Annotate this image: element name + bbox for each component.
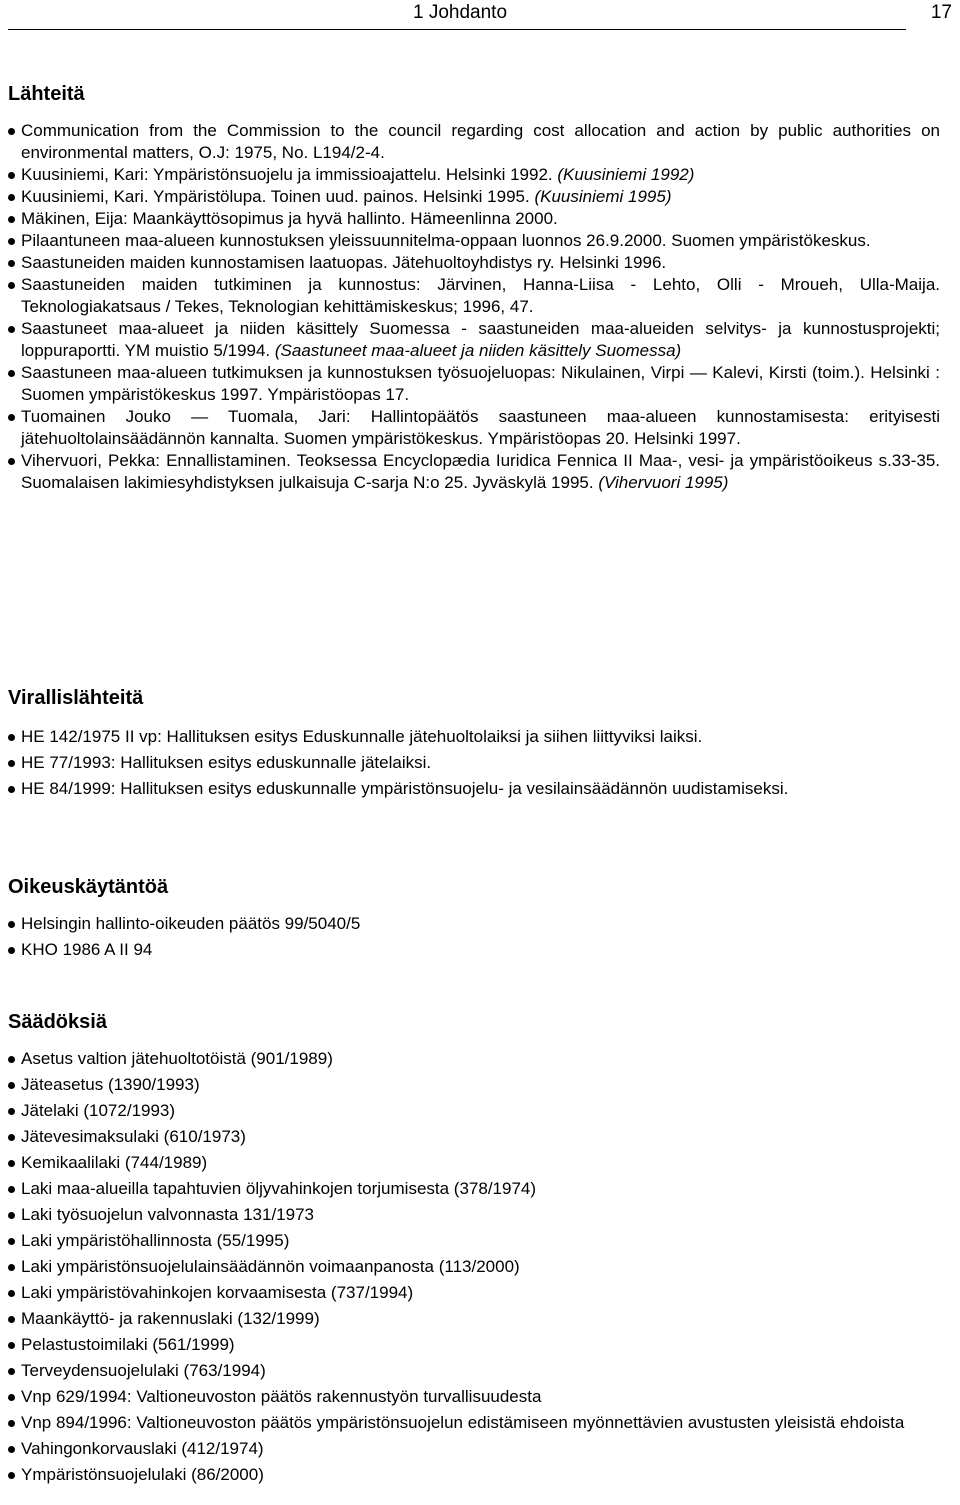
list-item: Vnp 629/1994: Valtioneuvoston päätös rakennustyön turvallisuudesta — [8, 1384, 940, 1410]
list-item: Kuusiniemi, Kari. Ympäristölupa. Toinen uud. painos. Helsinki 1995. (Kuusiniemi 1995) — [8, 186, 940, 208]
list-item: Kuusiniemi, Kari: Ympäristönsuojelu ja immissioajattelu. Helsinki 1992. (Kuusiniemi 1992) — [8, 164, 940, 186]
list-item: Jätelaki (1072/1993) — [8, 1098, 940, 1124]
statute-list — [8, 1046, 940, 1488]
list-item: Pelastustoimilaki (561/1999) — [8, 1332, 940, 1358]
section-statutes — [8, 1010, 940, 1488]
list-item: HE 142/1975 II vp: Hallituksen esitys Eduskunnalle jätehuoltolaiksi ja siihen liittyviksi laiksi. — [8, 724, 940, 750]
list-item: Laki maa-alueilla tapahtuvien öljyvahinkojen torjumisesta (378/1974) — [8, 1176, 940, 1202]
list-item: Laki ympäristöhallinnosta (55/1995) — [8, 1228, 940, 1254]
list-item: Mäkinen, Eija: Maankäyttösopimus ja hyvä hallinto. Hämeenlinna 2000. — [8, 208, 940, 230]
list-item: Pilaantuneen maa-alueen kunnostuksen yleissuunnitelma-oppaan luonnos 26.9.2000. Suomen ympäristökeskus. — [8, 230, 940, 252]
list-item: Laki ympäristövahinkojen korvaamisesta (737/1994) — [8, 1280, 940, 1306]
list-item: KHO 1986 A II 94 — [8, 937, 940, 963]
list-item: Saastuneen maa-alueen tutkimuksen ja kunnostuksen työsuojeluopas: Nikulainen, Virpi — Kalevi, Kirsti (toim.). Helsinki : Suomen ympäristökeskus 1997. Ympäristöopas 17. — [8, 362, 940, 406]
running-header — [0, 0, 960, 30]
reference-list — [8, 120, 940, 494]
list-item: Saastuneiden maiden tutkiminen ja kunnostus: Järvinen, Hanna-Liisa - Lehto, Olli - Mroueh, Ulla-Maija. Teknologiakatsaus / Tekes, Teknologian kehittämiskeskus; 1996, 47. — [8, 274, 940, 318]
list-item: HE 84/1999: Hallituksen esitys eduskunnalle ympäristönsuojelu- ja vesilainsäädännön uudistamiseksi. — [8, 776, 940, 802]
list-item: Saastuneiden maiden kunnostamisen laatuopas. Jätehuoltoyhdistys ry. Helsinki 1996. — [8, 252, 940, 274]
list-item: Maankäyttö- ja rakennuslaki (132/1999) — [8, 1306, 940, 1332]
list-item: Tuomainen Jouko — Tuomala, Jari: Hallintopäätös saastuneen maa-alueen kunnostamisesta: erityisesti jätehuoltolainsäädännön kannalta. Suomen ympäristökeskus. Ympäristöopas 20. Helsinki 1997. — [8, 406, 940, 450]
list-item: Saastuneet maa-alueet ja niiden käsittely Suomessa - saastuneiden maa-alueiden selvitys- ja kunnostusprojekti; loppuraportti. YM muistio 5/1994. (Saastuneet maa-alueet ja niiden käsittely Suomessa) — [8, 318, 940, 362]
case-law-list — [8, 911, 940, 963]
section-official-sources — [8, 686, 940, 802]
list-item: Helsingin hallinto-oikeuden päätös 99/5040/5 — [8, 911, 940, 937]
list-item: Laki työsuojelun valvonnasta 131/1973 — [8, 1202, 940, 1228]
list-item: Vihervuori, Pekka: Ennallistaminen. Teoksessa Encyclopædia Iuridica Fennica II Maa-, vesi- ja ympäristöoikeus s.33-35. Suomalaisen lakimiesyhdistyksen julkaisuja C-sarja N:o 25. Jyväskylä 1995. (Vihervuori 1995) — [8, 450, 940, 494]
list-item: Asetus valtion jätehuoltotöistä (901/1989) — [8, 1046, 940, 1072]
page-number: 17 — [930, 2, 952, 23]
list-item: Ympäristönsuojelulaki (86/2000) — [8, 1462, 940, 1488]
list-item: Jäteasetus (1390/1993) — [8, 1072, 940, 1098]
chapter-title: 1 Johdanto — [412, 2, 508, 23]
list-item: Communication from the Commission to the council regarding cost allocation and action by public authorities on environmental matters, O.J: 1975, No. L194/2-4. — [8, 120, 940, 164]
list-item: Vnp 894/1996: Valtioneuvoston päätös ympäristönsuojelun edistämiseen myönnettävien avustusten yleisistä ehdoista — [8, 1410, 940, 1436]
section-heading: Säädöksiä — [8, 1011, 107, 1033]
official-source-list — [8, 724, 940, 802]
list-item: Laki ympäristönsuojelulainsäädännön voimaanpanosta (113/2000) — [8, 1254, 940, 1280]
list-item: HE 77/1993: Hallituksen esitys eduskunnalle jätelaiksi. — [8, 750, 940, 776]
section-heading: Lähteitä — [8, 83, 85, 105]
list-item: Jätevesimaksulaki (610/1973) — [8, 1124, 940, 1150]
section-heading: Oikeuskäytäntöä — [8, 876, 169, 898]
list-item: Kemikaalilaki (744/1989) — [8, 1150, 940, 1176]
list-item: Terveydensuojelulaki (763/1994) — [8, 1358, 940, 1384]
section-case-law — [8, 875, 940, 963]
header-rule — [8, 29, 906, 30]
list-item: Vahingonkorvauslaki (412/1974) — [8, 1436, 940, 1462]
section-sources — [8, 82, 940, 494]
section-heading: Virallislähteitä — [8, 687, 144, 709]
